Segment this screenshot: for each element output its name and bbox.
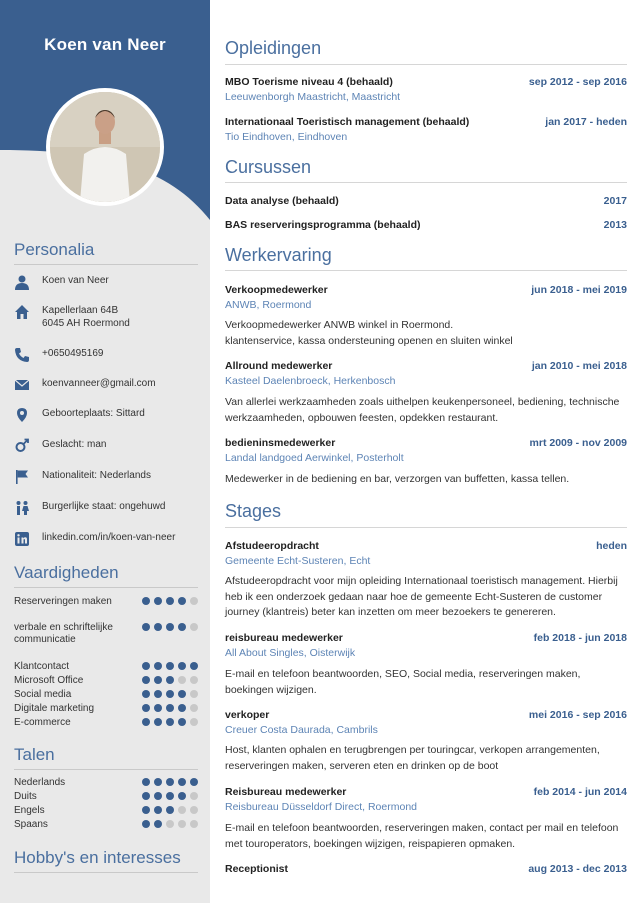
rating-dot-filled [142,597,150,605]
address-city: 6045 AH Roermond [42,318,130,329]
course-2-title: BAS reserveringsprogramma (behaald) [225,219,421,231]
rating-dot-filled [154,662,162,670]
language-rating [142,806,198,814]
skill-rating [142,662,198,670]
rating-dot-filled [190,778,198,786]
skills-divider [14,587,198,588]
rating-dot-filled [154,806,162,814]
work-3-employer: Landal landgoed Aerwinkel, Posterholt [225,452,404,464]
work-2-employer: Kasteel Daelenbroeck, Herkenbosch [225,375,396,387]
avatar [50,92,160,202]
rating-dot-empty [190,597,198,605]
internship-3-date: mei 2016 - sep 2016 [528,709,627,721]
work-3-date: mrt 2009 - nov 2009 [529,437,627,449]
internship-2-date: feb 2018 - jun 2018 [533,632,627,644]
rating-dot-filled [178,718,186,726]
rating-dot-filled [154,718,162,726]
work-3-title: bedieninsmedewerker [225,437,336,449]
skill-row [14,717,204,730]
skill-row [14,689,204,702]
personalia-nationality-text: Nationaliteit: Nederlands [42,470,151,481]
home-icon [14,304,30,320]
rating-dot-filled [166,718,174,726]
rating-dot-filled [154,792,162,800]
skill-row [14,596,204,620]
personalia-divider [14,264,198,265]
internships-divider [225,527,627,528]
rating-dot-filled [166,623,174,631]
education-1-title: MBO Toerisme niveau 4 (behaald) [225,76,393,88]
internships-heading: Stages [225,501,282,521]
skill-row [14,661,204,674]
rating-dot-filled [166,676,174,684]
skill-label: Social media [14,689,72,700]
rating-dot-filled [154,676,162,684]
internship-1-title: Afstudeeropdracht [225,540,319,552]
rating-dot-filled [178,792,186,800]
personalia-phone-text: +0650495169 [42,348,104,359]
hobbies-heading: Hobby's en interesses [14,848,181,867]
rating-dot-filled [142,623,150,631]
language-row [14,805,204,818]
education-2-date: jan 2017 - heden [545,116,627,128]
rating-dot-filled [178,778,186,786]
language-row [14,777,204,790]
language-label: Nederlands [14,777,66,788]
personalia-item-name [14,274,204,290]
mail-icon [14,377,30,393]
hobbies-divider [14,872,198,873]
rating-dot-filled [166,690,174,698]
languages-heading: Talen [14,745,55,764]
work-1-employer: ANWB, Roermond [225,299,312,311]
linkedin-icon [14,531,30,547]
skill-rating [142,676,198,684]
skill-rating [142,690,198,698]
course-1-title: Data analyse (behaald) [225,195,339,207]
person-icon [14,274,30,290]
rating-dot-filled [142,778,150,786]
work-heading: Werkervaring [225,245,332,265]
rating-dot-filled [178,704,186,712]
rating-dot-empty [190,676,198,684]
personalia-item-address [14,304,204,330]
rating-dot-filled [142,820,150,828]
internship-1-description: Afstudeeropdracht voor mijn opleiding Internationaal toeristisch management. Hierbij heb ik een onderzoek gedaan naar hoe de gemeente Echt-Susteren de customer journey (klantreis) beter kan inzetten om meer bezoekers te genereren. [225,575,618,618]
rating-dot-filled [166,806,174,814]
work-1-title: Verkoopmedewerker [225,284,328,296]
address-street: Kapellerlaan 64B [42,305,119,316]
language-row [14,819,204,832]
personalia-item-nationality [14,469,204,485]
rating-dot-empty [190,806,198,814]
education-2-title: Internationaal Toeristisch management (behaald) [225,116,470,128]
rating-dot-filled [154,704,162,712]
internship-4-date: feb 2014 - jun 2014 [533,786,627,798]
language-rating [142,820,198,828]
phone-icon [14,347,30,363]
profile-name: Koen van Neer [44,35,166,54]
rating-dot-filled [178,690,186,698]
internship-4-description: E-mail en telefoon beantwoorden, reserveringen maken, contact per mail en telefoon met touroperators, boekingen wijzigen, reispapieren opmaken. [225,822,619,850]
couple-icon [14,500,30,516]
education-2-institution: Tio Eindhoven, Eindhoven [225,131,348,143]
rating-dot-filled [166,597,174,605]
flag-icon [14,469,30,485]
personalia-heading: Personalia [14,240,95,259]
work-2-description: Van allerlei werkzaamheden zoals uithelpen keukenpersoneel, bediening, technische werkzaamheden, opbouwen feesten, opdekken restaurant. [225,396,620,424]
work-3-description: Medewerker in de bediening en bar, verzorgen van buffetten, kassa tellen. [225,473,570,485]
language-label: Duits [14,791,37,802]
skills-heading: Vaardigheden [14,563,119,582]
rating-dot-filled [154,623,162,631]
skill-row [14,703,204,716]
rating-dot-empty [190,690,198,698]
personalia-item-gender [14,438,204,454]
internship-2-title: reisbureau medewerker [225,632,343,644]
rating-dot-empty [190,704,198,712]
languages-divider [14,769,198,770]
internship-3-title: verkoper [225,709,270,721]
rating-dot-filled [178,623,186,631]
skill-row [14,622,204,658]
skill-label: Digitale marketing [14,703,95,714]
gender-icon [14,438,30,454]
language-label: Spaans [14,819,48,830]
rating-dot-filled [166,704,174,712]
education-1-institution: Leeuwenborgh Maastricht, Maastricht [225,91,401,103]
rating-dot-filled [142,676,150,684]
rating-dot-empty [166,820,174,828]
rating-dot-filled [142,806,150,814]
internship-1-organisation: Gemeente Echt-Susteren, Echt [225,555,371,567]
personalia-item-linkedin [14,531,204,547]
skill-label: E-commerce [14,717,71,728]
language-rating [142,792,198,800]
language-label: Engels [14,805,45,816]
personalia-item-email [14,377,204,393]
education-heading: Opleidingen [225,38,322,58]
courses-heading: Cursussen [225,157,312,177]
personalia-address-text [42,304,130,330]
personalia-email-text: koenvanneer@gmail.com [42,378,156,389]
work-2-title: Allround medewerker [225,360,333,372]
profile-photo [46,88,164,206]
rating-dot-filled [142,690,150,698]
course-2-date: 2013 [603,219,627,231]
rating-dot-filled [154,690,162,698]
skill-row [14,675,204,688]
internship-4-organisation: Reisbureau Düsseldorf Direct, Roermond [225,801,417,813]
work-1-date: jun 2018 - mei 2019 [531,284,627,296]
course-1-date: 2017 [603,195,627,207]
skill-label: Reserveringen maken [14,596,112,607]
rating-dot-filled [166,662,174,670]
rating-dot-empty [190,792,198,800]
person-photo-illustration [50,92,160,202]
personalia-name-text: Koen van Neer [42,275,109,286]
skill-rating [142,623,198,631]
personalia-marital-text: Burgerlijke staat: ongehuwd [42,501,166,512]
rating-dot-empty [178,820,186,828]
rating-dot-filled [154,597,162,605]
personalia-gender-text: Geslacht: man [42,439,107,450]
rating-dot-filled [154,820,162,828]
courses-divider [225,182,627,183]
work-divider [225,270,627,271]
internship-5-title: Receptionist [225,863,289,875]
personalia-birthplace-text: Geboorteplaats: Sittard [42,408,145,419]
internship-1-date: heden [596,540,627,552]
rating-dot-filled [142,662,150,670]
language-rating [142,778,198,786]
internship-4-title: Reisbureau medewerker [225,786,347,798]
education-1-date: sep 2012 - sep 2016 [528,76,627,88]
skill-rating [142,704,198,712]
internship-2-organisation: All About Singles, Oisterwijk [225,647,356,659]
language-row [14,791,204,804]
education-divider [225,64,627,65]
internship-5-date: aug 2013 - dec 2013 [528,863,627,875]
internship-3-description: Host, klanten ophalen en terugbrengen per touringcar, verkopen arrangementen, reserveringen maken, serveren eten en drinken op de boot [225,744,600,772]
personalia-linkedin-text: linkedin.com/in/koen-van-neer [42,532,176,543]
work-1-description: Verkoopmedewerker ANWB winkel in Roermond. klantenservice, kassa ondersteuning openen en sluiten winkel [225,319,513,347]
rating-dot-filled [190,662,198,670]
skill-label: Microsoft Office [14,675,84,686]
work-2-date: jan 2010 - mei 2018 [531,360,627,372]
rating-dot-empty [190,718,198,726]
rating-dot-empty [178,676,186,684]
rating-dot-filled [142,704,150,712]
sidebar [0,0,210,903]
skill-rating [142,718,198,726]
internship-3-organisation: Creuer Costa Daurada, Cambrils [225,724,378,736]
skill-label: verbale en schriftelijke communicatie [14,622,113,645]
rating-dot-filled [178,662,186,670]
skill-label: Klantcontact [14,661,70,672]
personalia-item-marital [14,500,204,516]
skill-rating [142,597,198,605]
location-pin-icon [14,407,30,423]
personalia-item-phone [14,347,204,363]
rating-dot-filled [142,792,150,800]
personalia-item-birthplace [14,407,204,423]
rating-dot-filled [178,597,186,605]
rating-dot-empty [178,806,186,814]
rating-dot-filled [154,778,162,786]
rating-dot-empty [190,623,198,631]
internship-2-description: E-mail en telefoon beantwoorden, SEO, Social media, reserveringen maken, boekingen wijzigen. [225,668,581,696]
rating-dot-filled [142,718,150,726]
rating-dot-empty [190,820,198,828]
rating-dot-filled [166,792,174,800]
rating-dot-filled [166,778,174,786]
